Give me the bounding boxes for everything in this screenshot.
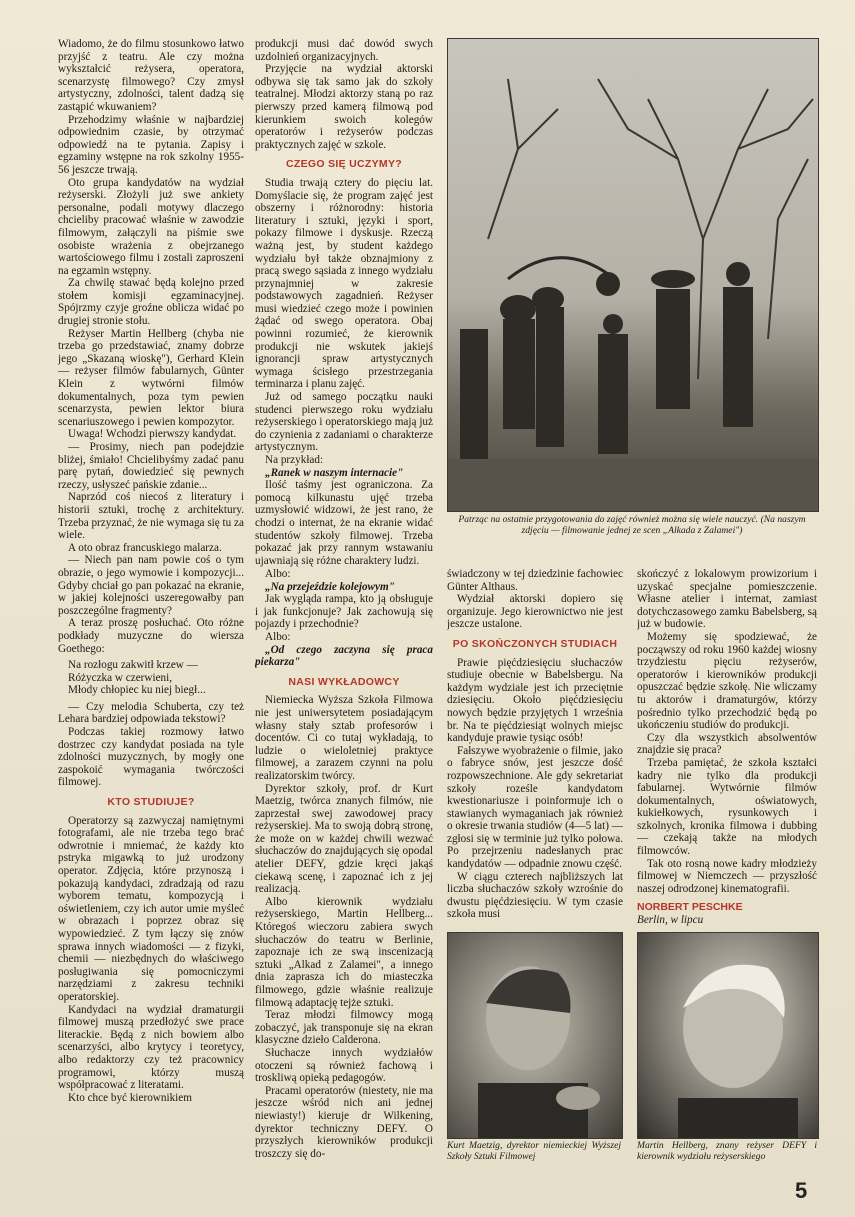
paragraph: Dyrektor szkoły, prof. dr Kurt Maetzig, twórca znanych filmów, nie zaprzestał swej zawodowej pracy reżyserskiej. Ma to swoją dobrą stronę, że może on w każdej chwili wezwać słuchaczów do znajdujących się opodal atelier DEFY, gdzie kręci jakąś ciekawą scenę, i zapoznać ich z jej realizacją. xyxy=(255,782,433,896)
article-column-2-top xyxy=(255,38,433,598)
paragraph: Ilość taśmy jest ograniczona. Za pomocą kilkunastu ujęć trzeba uzmysłowić widzowi, że jest rano, że chodzi o internat, że na ekranie widać studentów szkoły filmowej. Trzeba pokazać jak przy rannym wstawaniu ujawniają się różne charaktery ludzi. xyxy=(255,479,433,567)
paragraph: Trzeba pamiętać, że szkoła kształci kadry nie tylko dla produkcji fabularnej. Wytwórnie filmów dokumentalnych, oświatowych, kukiełkowych, rysunkowych i szkolnych, kronika filmowa i dubbing — czekają także na młodych filmowców. xyxy=(637,756,817,858)
paragraph: Oto grupa kandydatów na wydział reżyserski. Złożyli już swe ankiety personalne, podali motywy dlaczego chcieliby pracować właśnie w zawodzie filmowym, załączyli na piśmie swe osobiste wrażenia z obejrzanego wartościowego filmu i zostali zaproszeni na egzamin wstępny. xyxy=(58,176,244,277)
film-set-illustration xyxy=(448,39,818,511)
verse-line: Na rozłogu zakwitł krzew — xyxy=(68,659,198,672)
paragraph: Przyjęcie na wydział aktorski odbywa się tak samo jak do szkoły teatralnej. Młodzi aktorzy staną po raz pierwszy przed kamerą filmową pod kierunkiem swoich kolegów operatorów i reżyserów podczas praktycznych zajęć w szkole. xyxy=(255,63,433,151)
paragraph: Operatorzy są zazwyczaj namiętnymi fotografami, ale nie trzeba tego brać odwrotnie i mniemać, że każdy kto pstryka migawką to już urodzony operator. Zdjęcia, które przynoszą i pokazują kandydaci, zdradzają od razu wyborem tematu, kompozycją i oświetleniem, czy ich autor umie myśleć w obrazach i poprzez obraz się wypowiedzieć. Z tym łączy się znów sprawa innych wiadomości — z fizyki, chemii — niezbędnych do właściwego posługiwania się pomocniczymi narzędziami z zakresu techniki operatorskiej. xyxy=(58,814,244,1003)
paragraph: Przehodzimy właśnie w najbardziej odpowiednim czasie, by otrzymać odpowiedź na te pytania. Zapisy i egzaminy wstępne na rok szkolny 1955-56 jeszcze trwają. xyxy=(58,113,244,176)
author-signature: NORBERT PESCHKE xyxy=(637,901,743,914)
paragraph: — Czy melodia Schuberta, czy też Lehara bardziej odpowiada tekstowi? xyxy=(58,700,244,726)
hellberg-caption: Martin Hellberg, znany reżyser DEFY i kierownik wydziału reżyserskiego xyxy=(637,1140,817,1162)
paragraph: Naprzód coś niecoś z literatury i historii sztuki, trochę z architektury. Trzeba przyznać, że nie wymaga się tu za wiele. xyxy=(58,491,244,542)
paragraph: Kandydaci na wydział dramaturgii filmowej muszą przedłożyć swe prace literackie. Będą z nich bowiem albo scenarzyści, albo krytycy i teoretycy, albo redaktorzy czy też pracownicy programowi, którzy muszą współpracować z literatami. xyxy=(58,1003,244,1092)
section-heading-po-skonczonych-studiach: PO SKOŃCZONYCH STUDIACH xyxy=(452,637,618,650)
paragraph: A teraz proszę posłuchać. Oto różne podkłady muzyczne do wiersza Goethego: xyxy=(58,617,244,655)
paragraph: Uwaga! Wchodzi pierwszy kandydat. xyxy=(68,428,237,441)
paragraph: Prawie pięćdziesięciu słuchaczów studiuje obecnie w Babelsbergu. Na każdym wydziale jest ich przeciętnie dziesięciu. Około pięćdziesięciu nowych będzie przyjętych 1 września br. Na te pięćdziesiąt wolnych miejsc kandyduje prawie tysiąc osób! xyxy=(447,656,623,745)
portrait-maetzig-illustration xyxy=(448,933,622,1138)
example-title: „Na przejeździe kolejowym" xyxy=(265,580,395,593)
example-title: „Ranek w naszym internacie" xyxy=(265,466,404,479)
section-heading-czego-sie-uczymy: CZEGO SIĘ UCZYMY? xyxy=(286,158,402,171)
paragraph: A oto obraz francuskiego malarza. xyxy=(68,541,222,554)
paragraph: Wydział aktorski dopiero się organizuje. Jego kierownictwo nie jest jeszcze ustalone. xyxy=(447,593,623,631)
article-column-4 xyxy=(637,568,817,928)
paragraph: Albo: xyxy=(265,568,291,580)
paragraph: Studia trwają cztery do pięciu lat. Domyślacie się, że program zajęć jest obszerny i różnorodny: historia literatury i sztuki, języki i sport, pokazy filmowe i dyskusje. Rzeczą ważną jest, by student każdego wydziału był także obznajmiony z pracą swego sąsiada z innego wydziału przynajmniej w zakresie podstawowych zagadnień. Reżyser musi wiedzieć czego może i powinien żądać od swego operatora. Obaj powinni rozumieć, że kierownik produkcji nie wskutek jakiejś ignorancji spraw artystycznych wymaga ścisłego przestrzegania terminarza i planu zajęć. xyxy=(255,176,433,391)
paragraph: Albo kierownik wydziału reżyserskiego, Martin Hellberg... Któregoś wieczoru zabiera swych słuchaczów do teatru w Berlinie, zapoznaje ich ze swą inscenizacją sztuki „Alkad z Zalamei", a innego dnia zaprasza ich do miasteczka filmowego, gdzie właśnie realizuje filmową adaptację tejże sztuki. xyxy=(255,895,433,1009)
main-photo-caption: Patrząc na ostatnie przygotowania do zajęć również można się wiele nauczyć. (Na naszym zdjęciu — filmowanie jednej ze scen „Alkada z Zalamei") xyxy=(458,514,806,536)
paragraph: — Niech pan nam powie coś o tym obrazie, o jego wymowie i kompozycji... Gdyby chciał go pan pokazać na ekranie, w jakiej kolejności uszeregowałby pan poszczególne fragmenty? xyxy=(58,554,244,617)
paragraph: — Prosimy, niech pan podejdzie bliżej, śmiało! Chcielibyśmy zadać panu parę pytań, dowiedzieć się pewnych rzeczy, usłyszeć pańskie zdanie... xyxy=(58,441,244,491)
portrait-maetzig-photo xyxy=(447,932,623,1139)
paragraph: Za chwilę stawać będą kolejno przed stołem komisji egzaminacyjnej. Spójrzmy czyje groźne oblicza widać po drugiej stronie stołu. xyxy=(58,277,244,328)
paragraph: świadczony w tej dziedzinie fachowiec Günter Althaus. xyxy=(447,568,623,593)
paragraph: Kto chce być kierownikiem xyxy=(68,1091,192,1104)
paragraph: Pracami operatorów (niestety, nie ma jeszcze wśród nich ani jednej niewiasty!) kieruje dr Wilkening, dyrektor techniczny DEFY. O przyszłych kierowników produkcji troszczy się do- xyxy=(255,1084,433,1160)
paragraph: Teraz młodzi filmowcy mogą zobaczyć, jak transponuje się na ekran klasyczne dzieło Calderona. xyxy=(255,1009,433,1047)
section-heading-nasi-wykladowcy: NASI WYKŁADOWCY xyxy=(288,675,400,688)
paragraph: Fałszywe wyobrażenie o filmie, jako o fabryce snów, jest jeszcze dość rozpowszechnione. Ale gdy sekretariat szkoły roześle kandydatom kwestionariusze i poinformuje ich o stawianych wymaganiach jak również o okresie trwania studiów (4—5 lat) — zgłosi się w terminie już tylko połowa. Po przejrzeniu nadesłanych prac kandydatów — odpadnie znowu część. xyxy=(447,744,623,871)
place-date: Berlin, w lipcu xyxy=(637,914,704,927)
paragraph: skończyć z lokalowym prowizorium i uzyskać specjalne pomieszczenie. Własne atelier i internat, zamiast dotychczasowego zamku Babelsberg, są już w budowie. xyxy=(637,568,817,631)
paragraph: W ciągu czterech najbliższych lat liczba słuchaczów szkoły wzrośnie do dwustu pięćdziesięciu. W tym czasie szkoła musi xyxy=(447,870,623,921)
paragraph: Czy dla wszystkich absolwentów znajdzie się praca? xyxy=(637,731,817,757)
portrait-hellberg-illustration xyxy=(638,933,818,1138)
paragraph: Albo: xyxy=(265,630,291,643)
verse-line: Różyczka w czerwieni, xyxy=(68,671,173,684)
paragraph: Na przykład: xyxy=(265,454,324,466)
paragraph: produkcji musi dać dowód swych uzdolnień organizacyjnych. xyxy=(255,38,433,63)
paragraph: Możemy się spodziewać, że począwszy od roku 1960 każdej wiosny trzydziestu pięciu reżyserów, operatorów i kierowników produkcji opuszczać będzie szkołę. Nie wliczamy tu aktorów i dramaturgów, którzy pośrednio tylko przechodzić będą po ukończeniu studiów do produkcji. xyxy=(637,630,817,732)
article-column-2-bottom xyxy=(255,568,433,1168)
paragraph: Reżyser Martin Hellberg (chyba nie trzeba go przedstawiać, znamy dobrze jego „Skazaną wioskę"), Gerhard Klein — reżyser filmów fabularnych, Günter Klein z wytwórni filmów dokumentalnych, poza tym pewien scenarzysta, pewien lektor biura scenariuszowego i pewien kompozytor. xyxy=(58,327,244,428)
article-column-1 xyxy=(58,38,244,1163)
paragraph: Wiadomo, że do filmu stosunkowo łatwo przyjść z teatru. Ale czy można wykształcić reżysera, operatora, scenarzystę filmowego? Czy zmysł artystyczny, zdolności, talent dadzą się zastąpić wkuwaniem? xyxy=(58,38,244,113)
example-title: „Od czego zaczyna się praca piekarza" xyxy=(255,643,433,669)
paragraph: Jak wygląda rampa, kto ją obsługuje i jak funkcjonuje? Jak zachowują się pojazdy i przechodnie? xyxy=(255,593,433,631)
paragraph: Słuchacze innych wydziałów otoczeni są również fachową i troskliwą opieką pedagogów. xyxy=(255,1046,433,1085)
paragraph: Niemiecka Wyższa Szkoła Filmowa nie jest uniwersytetem posiadającym własny stały sztab profesorów i docentów. Ci co tutaj wykładają, to ludzie o wieloletniej praktyce filmowej, a zarazem czynni na polu realizatorskim twórcy. xyxy=(255,694,433,782)
portrait-hellberg-photo xyxy=(637,932,819,1139)
film-set-photo xyxy=(447,38,819,512)
maetzig-caption: Kurt Maetzig, dyrektor niemieckiej Wyższej Szkoły Sztuki Filmowej xyxy=(447,1140,621,1162)
article-column-3 xyxy=(447,568,623,928)
paragraph: Podczas takiej rozmowy łatwo dostrzec czy kandydat posiada na tyle zdolności muzycznych, by mogły one zaspokoić wymagania twórczości filmowej. xyxy=(58,726,244,789)
paragraph: Już od samego początku nauki studenci pierwszego roku wydziału reżyserskiego i operatorskiego mają już do czynienia z zadaniami o charakterze artystycznym. xyxy=(255,391,433,454)
verse-line: Młody chłopiec ku niej biegł... xyxy=(68,684,206,697)
paragraph: Tak oto rosną nowe kadry młodzieży filmowej w Niemczech — przyszłość naszej odrodzonej kinematografii. xyxy=(637,857,817,895)
section-heading-kto-studiuje: KTO STUDIUJE? xyxy=(107,796,195,809)
page-number: 5 xyxy=(795,1178,808,1203)
